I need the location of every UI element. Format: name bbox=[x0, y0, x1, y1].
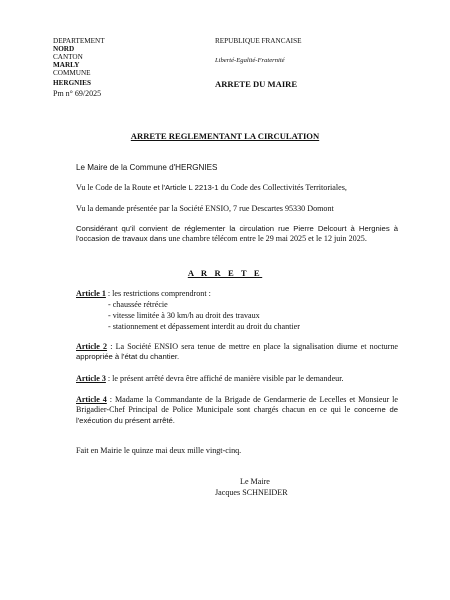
document-title: ARRETE REGLEMENTANT LA CIRCULATION bbox=[130, 131, 320, 141]
article2-label: Article 2 bbox=[76, 342, 108, 351]
article1-item-1: - chaussée rétrécie bbox=[108, 300, 168, 309]
vu-code-part3: du Code des Collectivités Territoriales, bbox=[220, 183, 347, 192]
signature-name: Jacques SCHNEIDER bbox=[215, 488, 288, 497]
article4-paragraph bbox=[76, 395, 398, 426]
canton-value: MARLY bbox=[53, 61, 80, 69]
article1-item-3: - stationnement et dépassement interdit au droit du chantier bbox=[108, 322, 300, 331]
signature-title: Le Maire bbox=[240, 477, 270, 486]
vu-demande-paragraph: Vu la demande présentée par la Société ENSIO, 7 rue Descartes 95330 Domont bbox=[76, 204, 334, 213]
article4-text1: : Madame la Commandante de la Brigade de Gendarmerie de Lecelles et Monsieur le Brigadier-Chef Principal de Police Municipale sont chargés chacun en ce qui le bbox=[76, 395, 398, 415]
republic-label: REPUBLIQUE FRANCAISE bbox=[215, 37, 302, 45]
article2-paragraph bbox=[76, 342, 398, 363]
republic-motto: Liberté-Egalité-Fraternité bbox=[215, 57, 285, 64]
vu-code-part2: et l'Article L 2213-1 bbox=[153, 183, 219, 192]
article2-text2: appropriée à l'état du chantier. bbox=[76, 352, 180, 362]
commune-value: HERGNIES bbox=[53, 79, 91, 87]
closing-line: Fait en Mairie le quinze mai deux mille vingt-cinq. bbox=[76, 446, 242, 455]
department-value: NORD bbox=[53, 45, 75, 53]
considerant-paragraph bbox=[76, 224, 398, 245]
canton-label: CANTON bbox=[53, 53, 83, 61]
article4-text2: concerne de l'exécution du présent arrêté. bbox=[76, 405, 398, 425]
document-type: ARRETE DU MAIRE bbox=[215, 79, 298, 89]
reference-number: Pm n° 69/2025 bbox=[53, 89, 102, 98]
article3-text: : le présent arrêté devra être affiché de manière visible par le demandeur. bbox=[105, 374, 344, 383]
article3-label: Article 3 bbox=[76, 374, 106, 383]
article2-text1: : La Société ENSIO sera tenue de mettre en place la signalisation diurne et nocturne bbox=[107, 342, 399, 351]
article1-intro bbox=[76, 289, 211, 299]
article1-intro-text: : les restrictions comprendront : bbox=[105, 289, 211, 298]
considerant-part2: une chambre télécom entre le 29 mai 2025 et le 12 juin 2025. bbox=[166, 234, 367, 244]
article1-label: Article 1 bbox=[76, 289, 106, 298]
vu-code-paragraph bbox=[76, 183, 347, 193]
commune-label: COMMUNE bbox=[53, 69, 91, 77]
vu-code-part1: Vu le Code de la Route bbox=[76, 183, 152, 192]
arrete-heading: A R R E T E bbox=[187, 268, 263, 278]
considerant-part1: Considérant qu'il convient de réglementer la circulation rue Pierre Delcourt à Hergnies à l'occasion de travaux dans bbox=[76, 224, 398, 244]
article3-paragraph bbox=[76, 374, 344, 384]
department-label: DEPARTEMENT bbox=[53, 37, 105, 45]
article4-label: Article 4 bbox=[76, 395, 107, 404]
article1-item-2: - vitesse limitée à 30 km/h au droit des travaux bbox=[108, 311, 260, 320]
mayor-line: Le Maire de la Commune d'HERGNIES bbox=[76, 163, 218, 172]
